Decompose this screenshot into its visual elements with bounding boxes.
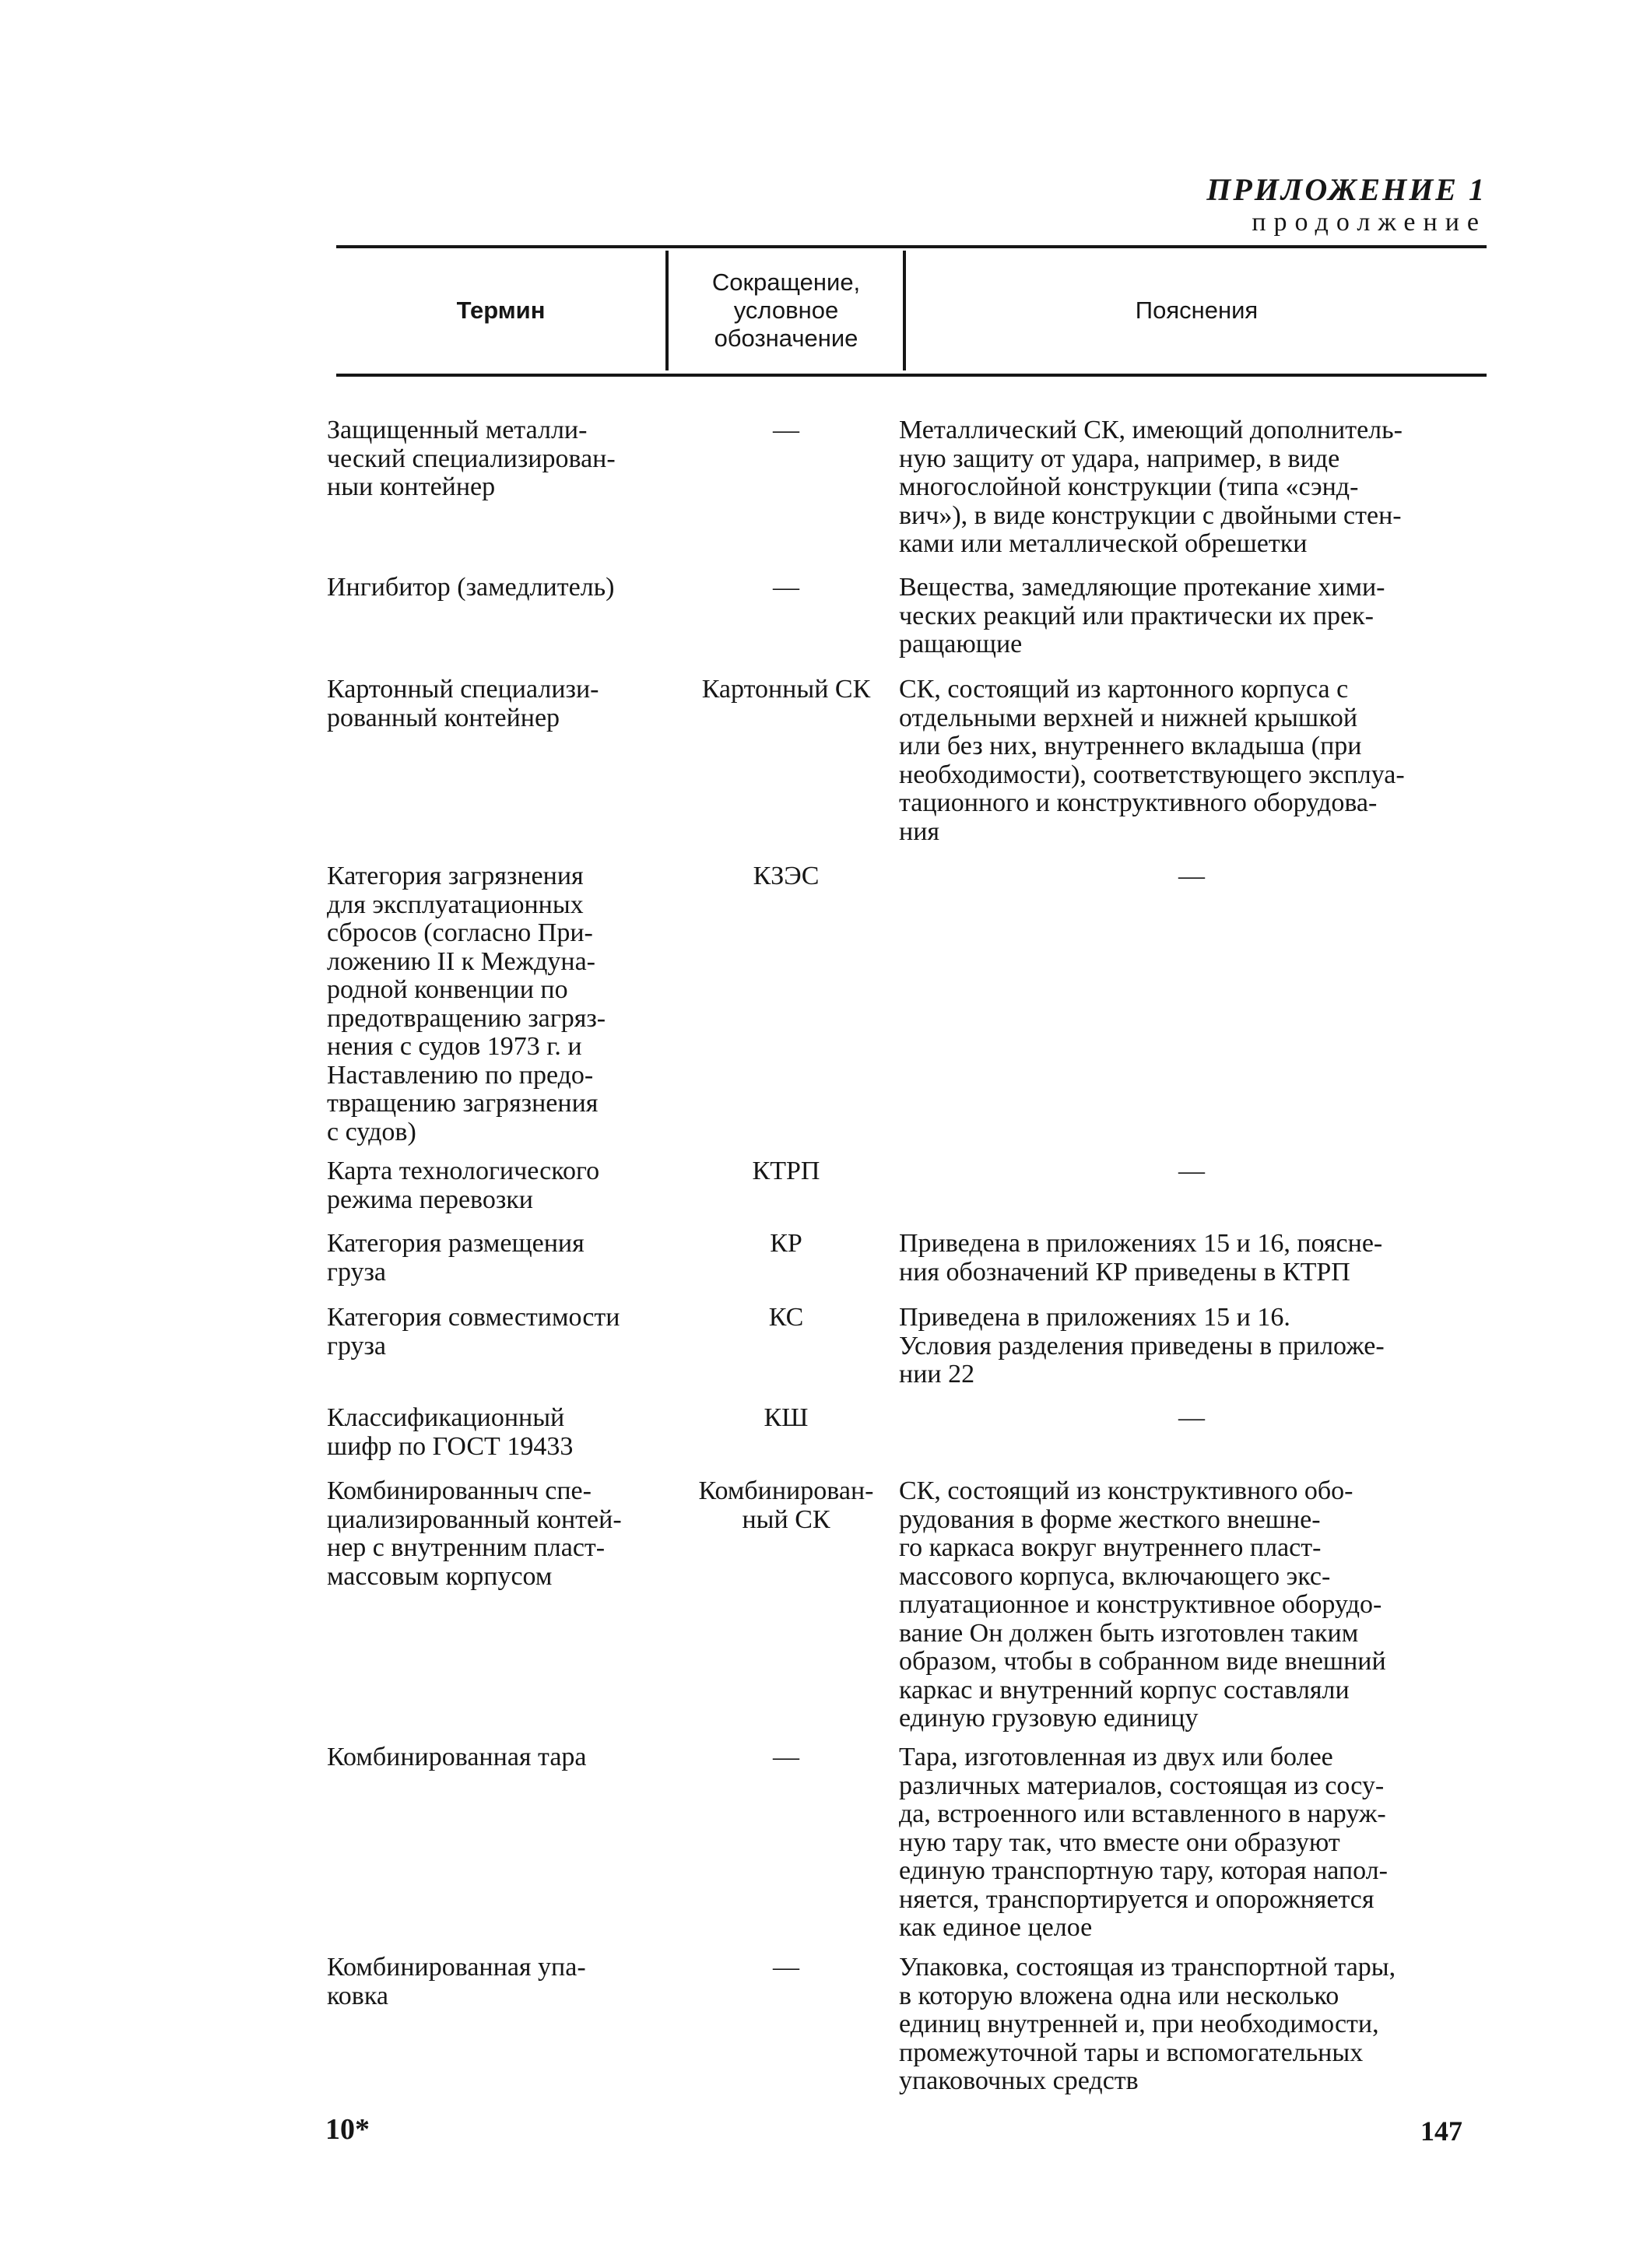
- term-cell: Категория размещения груза: [327, 1229, 585, 1287]
- abbreviation-cell: —: [773, 1743, 799, 1771]
- abbreviation-cell: КС: [768, 1303, 804, 1332]
- term-cell: Карта технологического режима перевозки: [327, 1157, 600, 1214]
- column-header-explanation: Пояснения: [1135, 297, 1259, 324]
- abbreviation-cell: —: [773, 573, 799, 602]
- column-header-term: Термин: [456, 297, 546, 324]
- explanation-cell: —: [1178, 1157, 1205, 1185]
- explanation-cell: СК, состоящий из картонного корпуса с отдельными верхней и нижней крышкой или без них, внутреннего вкладыша (при необходимости), соответствующего эксплуа- тационного и конструктивного оборудова- ния: [899, 675, 1405, 846]
- appendix-subtitle: продолжение: [1252, 208, 1487, 237]
- term-cell: Картонный специализи- рованный контейнер: [327, 675, 599, 732]
- appendix-title: ПРИЛОЖЕНИЕ 1: [1206, 172, 1487, 207]
- abbreviation-cell: КШ: [764, 1403, 809, 1432]
- term-cell: Ингибитор (замедлитель): [327, 573, 615, 602]
- explanation-cell: Металлический СК, имеющий дополнитель- ную защиту от удара, например, в виде многослойной конструкции (типа «сэнд- вич»), в виде конструкции с двойными стен- ками или металлической обрешетки: [899, 416, 1403, 558]
- term-cell: Комбинированныч спе- циализированный контей- нер с внутренним пласт- массовым корпусом: [327, 1476, 622, 1591]
- header-divider-2: [903, 251, 906, 370]
- explanation-cell: —: [1178, 862, 1205, 890]
- column-header-abbreviation: Сокращение, условное обозначение: [711, 269, 861, 352]
- explanation-cell: —: [1178, 1403, 1205, 1432]
- abbreviation-cell: —: [773, 1953, 799, 1982]
- abbreviation-cell: КТРП: [752, 1157, 820, 1185]
- abbreviation-cell: —: [773, 416, 799, 444]
- term-cell: Категория совместимости груза: [327, 1303, 620, 1360]
- abbreviation-cell: КР: [770, 1229, 802, 1258]
- term-cell: Категория загрязнения для эксплуатационных сбросов (согласно При- ложению II к Междуна- родной конвенции по предотвращению загряз- нения с судов 1973 г. и Наставлению по предо- твращению загрязнения с судов): [327, 862, 606, 1146]
- table-top-rule: [336, 245, 1487, 248]
- header-divider-1: [665, 251, 669, 370]
- abbreviation-cell: Комбинирован- ный СК: [698, 1476, 874, 1534]
- explanation-cell: Тара, изготовленная из двух или более различных материалов, состоящая из сосу- да, встроенного или вставленного в наруж- ную тару так, что вместе они образуют единую транспортную тару, которая напол- няется, транспортируется и опорожняется как единое целое: [899, 1743, 1388, 1942]
- abbreviation-cell: КЗЭС: [753, 862, 820, 890]
- explanation-cell: Упаковка, состоящая из транспортной тары, в которую вложена одна или несколько единиц внутренней и, при необходимости, промежуточной тары и вспомогательных упаковочных средств: [899, 1953, 1396, 2095]
- table-header-bottom-rule: [336, 374, 1487, 377]
- term-cell: Защищенный металли- ческий специализирован- ныи контейнер: [327, 416, 616, 501]
- term-cell: Комбинированная упа- ковка: [327, 1953, 586, 2010]
- page-number: 147: [1420, 2115, 1462, 2147]
- abbreviation-cell: Картонный СК: [701, 675, 871, 704]
- signature-mark: 10*: [325, 2113, 370, 2146]
- explanation-cell: Приведена в приложениях 15 и 16, поясне- ния обозначений КР приведены в КТРП: [899, 1229, 1383, 1287]
- explanation-cell: Вещества, замедляющие протекание хими- ческих реакций или практически их прек- ращающие: [899, 573, 1385, 658]
- explanation-cell: СК, состоящий из конструктивного обо- рудования в форме жесткого внешне- го каркаса вокруг внутреннего пласт- массового корпуса, включающего экс- плуатационное и конструктивное оборудо- вание Он должен быть изготовлен таким образом, чтобы в собранном виде внешний каркас и внутренний корпус составляли единую грузовую единицу: [899, 1476, 1386, 1733]
- term-cell: Классификационный шифр по ГОСТ 19433: [327, 1403, 574, 1461]
- explanation-cell: Приведена в приложениях 15 и 16. Условия разделения приведены в приложе- нии 22: [899, 1303, 1385, 1389]
- term-cell: Комбинированная тара: [327, 1743, 587, 1771]
